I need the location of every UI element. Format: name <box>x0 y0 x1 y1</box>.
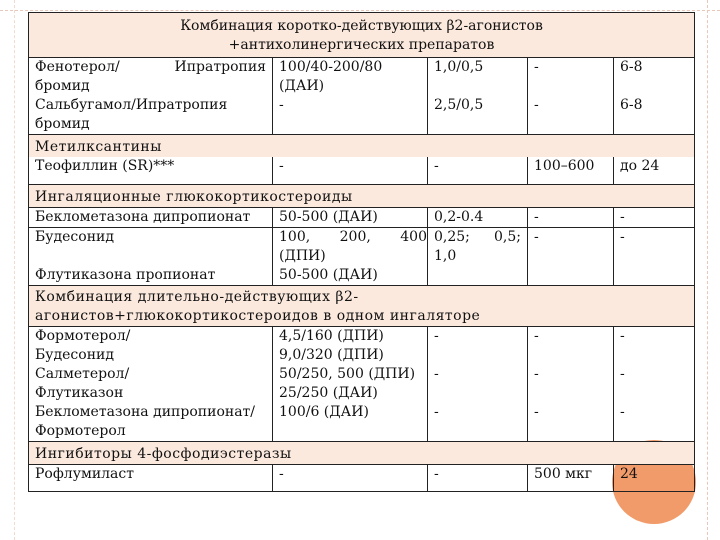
cell-value: 0,2-0.4 <box>428 208 528 228</box>
dose-value: 100, <box>279 229 311 245</box>
cell-value: 1,0 <box>434 248 457 264</box>
cell-value: - <box>428 403 528 442</box>
drug-name: Формотерол <box>35 423 126 439</box>
drug-name: Рофлумиласт <box>29 465 273 492</box>
section-row <box>29 135 695 158</box>
drug-name: Фенотерол/ <box>35 59 120 75</box>
dose-value: 100/6 (ДАИ) <box>273 403 428 442</box>
drug-name: Беклометазона дипропионат <box>29 208 273 228</box>
decorative-rule <box>14 0 15 540</box>
cell-value: 0,25; <box>434 229 470 245</box>
section-row <box>29 442 695 465</box>
drug-name: Сальбугамол/Ипратропия <box>35 97 228 113</box>
dose-value: - <box>273 157 428 185</box>
section-title-ics: Ингаляционные глюкокортикостероиды <box>29 185 695 208</box>
dose-value: (ДПИ) <box>279 248 326 264</box>
table-row <box>29 228 695 267</box>
drug-name: Флутиказона пропионат <box>29 266 273 286</box>
cell-value: - <box>614 208 695 228</box>
cell-value: 1,0/0,5 <box>428 58 528 97</box>
cell-value: - <box>428 157 528 185</box>
drug-name: Салметерол/ <box>35 366 130 382</box>
cell-value: - <box>428 465 528 492</box>
cell-value: до 24 <box>614 157 695 185</box>
header-line-2: +антихолинергических препаратов <box>228 37 495 53</box>
section-title-pde4: Ингибиторы 4-фосфодиэстеразы <box>29 442 695 465</box>
cell-value: - <box>528 208 614 228</box>
cell-value: - <box>528 327 614 366</box>
drug-name: Ипратропия <box>174 59 266 75</box>
cell-value: - <box>428 327 528 366</box>
cell-value: - <box>528 96 614 135</box>
drug-name: Формотерол/ <box>35 328 131 344</box>
table-row <box>29 327 695 366</box>
dose-value: 200, <box>339 229 371 245</box>
cell-value: - <box>528 228 614 267</box>
section-row <box>29 286 695 327</box>
table-row <box>29 157 695 185</box>
drug-name: Флутиказон <box>35 385 124 401</box>
dose-value: 50/250, 500 (ДПИ) <box>279 366 416 382</box>
drug-table <box>28 12 695 492</box>
cell-value: 2,5/0,5 <box>428 96 528 135</box>
cell-value: - <box>528 365 614 403</box>
drug-name: Будесонид <box>35 347 114 363</box>
table-row <box>29 365 695 403</box>
table-row <box>29 208 695 228</box>
dose-value: 400 <box>400 229 427 245</box>
cell-value: 6-8 <box>614 58 695 97</box>
drug-name: Теофиллин (SR)*** <box>29 157 273 185</box>
drug-name: Будесонид <box>29 228 273 267</box>
section-title-combo-1: Комбинация длительно-действующих β2- <box>35 289 359 305</box>
dose-value: - <box>273 465 428 492</box>
section-row <box>29 185 695 208</box>
dose-value: 25/250 (ДАИ) <box>279 385 378 401</box>
table-row <box>29 96 695 135</box>
cell-value: - <box>614 403 695 442</box>
drug-name: бромид <box>35 116 90 132</box>
section-title-combo-2: агонистов+глюкокортикостероидов в одном ингаляторе <box>35 308 481 324</box>
table-header-row <box>29 13 695 58</box>
cell-value: 500 мкг <box>528 465 614 492</box>
dose-value: (ДАИ) <box>279 78 325 94</box>
cell-value: - <box>528 58 614 97</box>
table-row <box>29 266 695 286</box>
table-row <box>29 465 695 492</box>
dose-value: 100/40-200/80 <box>279 59 383 75</box>
decorative-rule <box>707 0 708 540</box>
dose-value: 50-500 (ДАИ) <box>273 266 428 286</box>
drug-name: бромид <box>35 78 90 94</box>
cell-value: 6-8 <box>614 96 695 135</box>
cell-value: 100–600 <box>528 157 614 185</box>
decorative-rule <box>0 10 720 11</box>
cell-value: - <box>614 365 695 403</box>
cell-value: - <box>528 403 614 442</box>
dose-value: 9,0/320 (ДПИ) <box>279 347 384 363</box>
table-row <box>29 403 695 442</box>
header-line-1: Комбинация коротко-действующих β2-агонистов <box>180 18 543 34</box>
cell-value: - <box>614 228 695 267</box>
table-row <box>29 58 695 97</box>
cell-value: 24 <box>614 465 695 492</box>
dose-value: 50-500 (ДАИ) <box>273 208 428 228</box>
section-title-methylxanthines: Метилксантины <box>29 135 695 158</box>
cell-value: 0,5; <box>494 229 521 245</box>
drug-name: Беклометазона дипропионат/ <box>35 404 256 420</box>
dose-value: 4,5/160 (ДПИ) <box>279 328 384 344</box>
cell-value: - <box>428 365 528 403</box>
dose-value: - <box>273 96 428 135</box>
cell-value: - <box>614 327 695 366</box>
